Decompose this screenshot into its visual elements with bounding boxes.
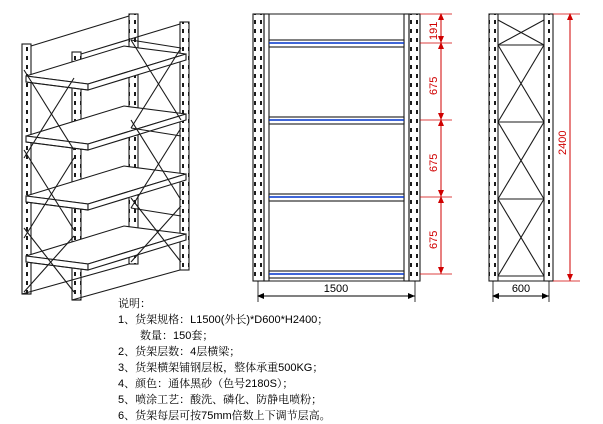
isometric-view [22, 14, 189, 300]
note-item-3: 2、货架层数：4层横梁； [118, 346, 241, 358]
note-item-1: 1、货架规格：L1500(外长)*D600*H2400； [118, 314, 329, 326]
front-view [253, 14, 420, 281]
dim-top-191: 191 [428, 21, 440, 40]
dim-width-1500: 1500 [323, 283, 349, 295]
note-item-5: 4、颜色：通体黑砂（色号2180S）； [118, 378, 294, 390]
note-item-2: 数量：150套； [140, 330, 214, 342]
dim-level-1: 675 [428, 76, 440, 95]
dim-level-2: 675 [428, 153, 440, 172]
front-dimensions [258, 14, 452, 302]
note-item-4: 3、货架横架铺钢层板，整体承重500KG； [118, 362, 324, 374]
dim-height-2400: 2400 [557, 130, 569, 155]
dim-depth-600: 600 [511, 283, 531, 295]
notes-heading: 说明： [118, 298, 151, 310]
dim-level-3: 675 [428, 230, 440, 249]
side-view [489, 14, 553, 281]
notes-block [118, 296, 478, 424]
note-item-7: 6、货架每层可按75mm倍数上下调节层高。 [118, 410, 331, 422]
note-item-6: 5、喷涂工艺：酸洗、磷化、防静电喷粉； [118, 394, 323, 406]
